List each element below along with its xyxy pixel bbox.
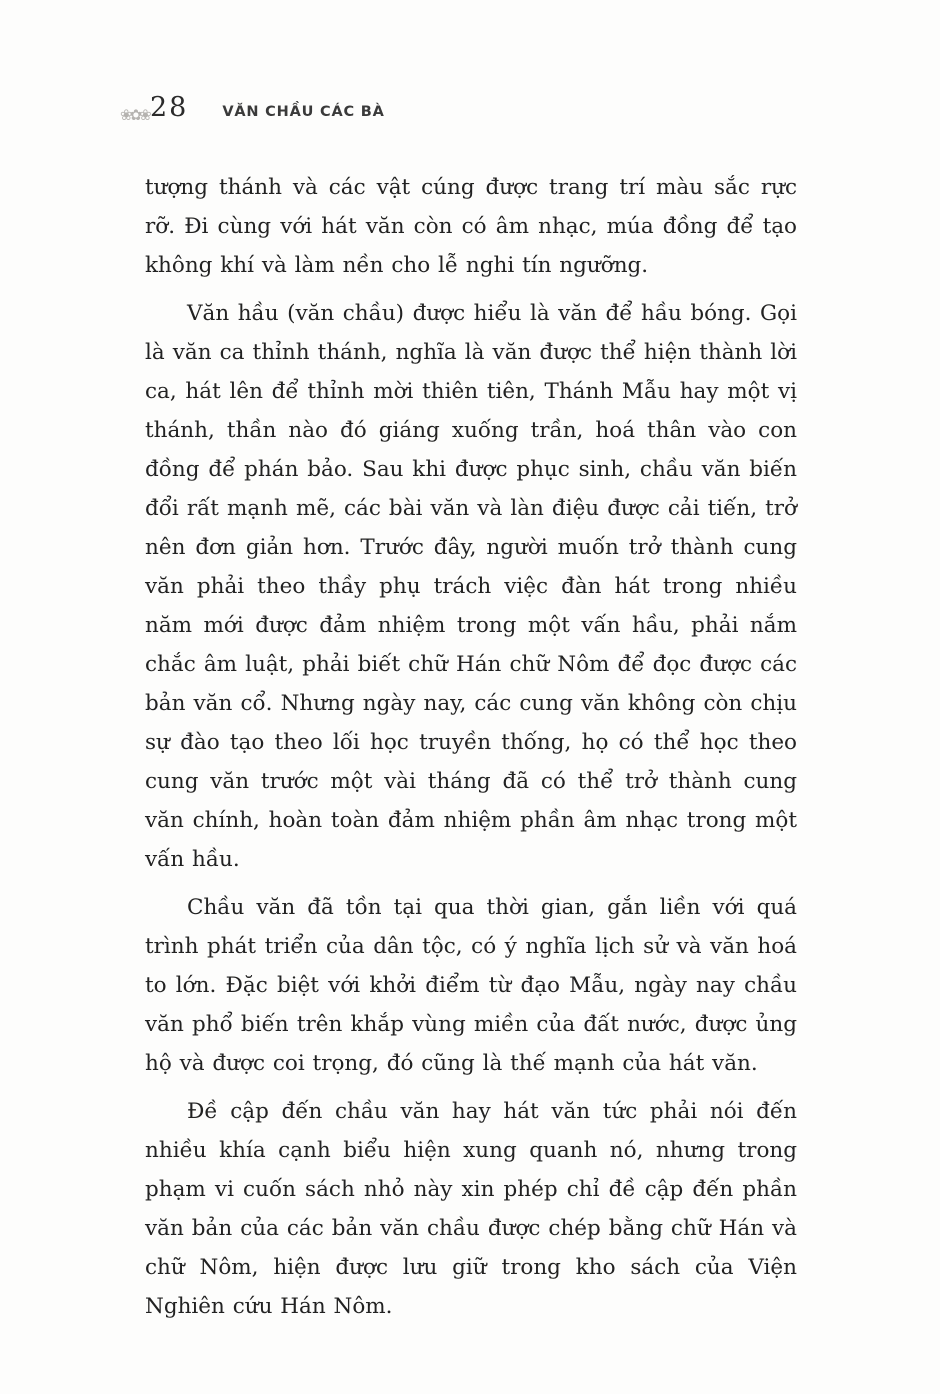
body-paragraph: Văn hầu (văn chầu) được hiểu là văn để hầu bóng. Gọi là văn ca thỉnh thánh, nghĩa là văn được thể hiện thành lời ca, hát lên để thỉnh mời thiên tiên, Thánh Mẫu hay một vị thánh, thần nào đó giáng xuống trần, hoá thân vào con đồng để phán bảo. Sau khi được phục sinh, chầu văn biến đổi rất mạnh mẽ, các bài văn và làn điệu được cải tiến, trở nên đơn giản hơn. Trước đây, người muốn trở thành cung văn phải theo thầy phụ trách việc đàn hát trong nhiều năm mới được đảm nhiệm trong một vấn hầu, phải nắm chắc âm luật, phải biết chữ Hán chữ Nôm để đọc được các bản văn cổ. Nhưng ngày nay, các cung văn không còn chịu sự đào tạo theo lối học truyền thống, họ có thể học theo cung văn trước một vài tháng đã có thể trở thành cung văn chính, hoàn toàn đảm nhiệm phần âm nhạc trong một vấn hầu. xyxy=(145,301,797,872)
body-paragraph: Chầu văn đã tồn tại qua thời gian, gắn liền với quá trình phát triển của dân tộc, có ý nghĩa lịch sử và văn hoá to lớn. Đặc biệt với khởi điểm từ đạo Mẫu, ngày nay chầu văn phổ biến trên khắp vùng miền của đất nước, được ủng hộ và được coi trọng, đó cũng là thế mạnh của hát văn. xyxy=(145,895,797,1076)
page-number: 28 xyxy=(150,92,189,123)
body-text xyxy=(145,168,797,1335)
body-paragraph: Đề cập đến chầu văn hay hát văn tức phải nói đến nhiều khía cạnh biểu hiện xung quanh nó, nhưng trong phạm vi cuốn sách nhỏ này xin phép chỉ đề cập đến phần văn bản của các bản văn chầu được chép bằng chữ Hán và chữ Nôm, hiện được lưu giữ trong kho sách của Viện Nghiên cứu Hán Nôm. xyxy=(145,1099,797,1319)
body-paragraph: tượng thánh và các vật cúng được trang trí màu sắc rực rỡ. Đi cùng với hát văn còn có âm nhạc, múa đồng để tạo không khí và làm nền cho lễ nghi tín ngưỡng. xyxy=(145,175,797,278)
running-title: VĂN CHẦU CÁC BÀ xyxy=(222,104,385,120)
page-header xyxy=(120,92,795,124)
flourish-icon: ❀✿❀ xyxy=(120,106,149,124)
